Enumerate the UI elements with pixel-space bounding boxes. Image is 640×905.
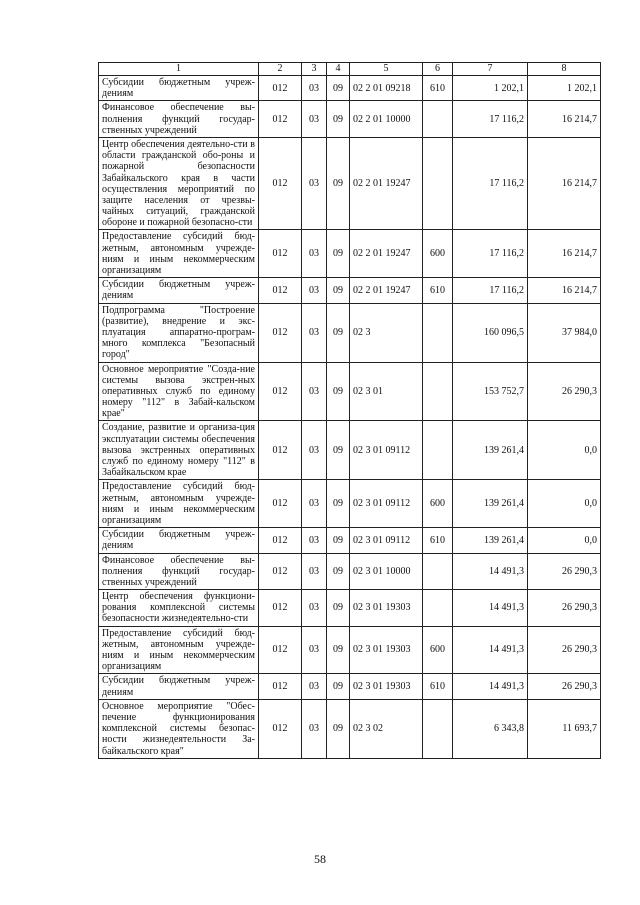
- expense-type-code: [423, 101, 453, 138]
- admin-code: 012: [259, 590, 302, 627]
- target-article-code: 02 3: [350, 303, 423, 362]
- row-description: Финансовое обеспечение вы-полнения функций государ-ственных учреждений: [99, 101, 259, 138]
- subsection-code: 09: [327, 553, 350, 590]
- row-description: Предоставление субсидий бюд-жетным, автономным учрежде-ниям и иным некоммерческим организациям: [99, 480, 259, 528]
- admin-code: 012: [259, 553, 302, 590]
- row-description: Субсидии бюджетным учреж-дениям: [99, 528, 259, 553]
- row-description: Предоставление субсидий бюд-жетным, автономным учрежде-ниям и иным некоммерческим организациям: [99, 230, 259, 278]
- expense-type-code: [423, 421, 453, 480]
- expense-type-code: [423, 303, 453, 362]
- table-row: [99, 421, 601, 480]
- target-article-code: 02 2 01 19247: [350, 278, 423, 303]
- subsection-code: 09: [327, 674, 350, 699]
- amount-year-2: 11 693,7: [528, 699, 601, 758]
- amount-year-2: 16 214,7: [528, 278, 601, 303]
- target-article-code: 02 3 01 19303: [350, 674, 423, 699]
- admin-code: 012: [259, 421, 302, 480]
- admin-code: 012: [259, 303, 302, 362]
- amount-year-2: 16 214,7: [528, 101, 601, 138]
- table-row: [99, 137, 601, 230]
- amount-year-1: 139 261,4: [453, 528, 528, 553]
- section-code: 03: [302, 553, 327, 590]
- admin-code: 012: [259, 137, 302, 230]
- row-description: Предоставление субсидий бюд-жетным, автономным учрежде-ниям и иным некоммерческим организациям: [99, 626, 259, 674]
- table-row: [99, 278, 601, 303]
- table-row: [99, 362, 601, 421]
- column-header: 2: [259, 63, 302, 76]
- amount-year-2: 1 202,1: [528, 76, 601, 101]
- target-article-code: 02 3 01 19303: [350, 590, 423, 627]
- admin-code: 012: [259, 76, 302, 101]
- section-code: 03: [302, 699, 327, 758]
- amount-year-2: 26 290,3: [528, 626, 601, 674]
- amount-year-2: 16 214,7: [528, 137, 601, 230]
- row-description: Субсидии бюджетным учреж-дениям: [99, 76, 259, 101]
- target-article-code: 02 2 01 10000: [350, 101, 423, 138]
- admin-code: 012: [259, 278, 302, 303]
- table-row: [99, 76, 601, 101]
- section-code: 03: [302, 101, 327, 138]
- subsection-code: 09: [327, 303, 350, 362]
- amount-year-1: 17 116,2: [453, 137, 528, 230]
- amount-year-1: 1 202,1: [453, 76, 528, 101]
- column-header: 7: [453, 63, 528, 76]
- table-row: [99, 480, 601, 528]
- row-description: Основное мероприятие "Обес-печение функционирования комплексной системы безопас-ности жизнедеятельности За-байкальского края": [99, 699, 259, 758]
- table-row: [99, 590, 601, 627]
- admin-code: 012: [259, 101, 302, 138]
- row-description: Финансовое обеспечение вы-полнения функций государ-ственных учреждений: [99, 553, 259, 590]
- section-code: 03: [302, 590, 327, 627]
- amount-year-1: 14 491,3: [453, 674, 528, 699]
- expense-type-code: 610: [423, 76, 453, 101]
- amount-year-2: 0,0: [528, 528, 601, 553]
- amount-year-1: 139 261,4: [453, 421, 528, 480]
- row-description: Центр обеспечения функциони-рования комплексной системы безопасности жизнедеятельно-сти: [99, 590, 259, 627]
- section-code: 03: [302, 480, 327, 528]
- amount-year-1: 17 116,2: [453, 230, 528, 278]
- target-article-code: 02 2 01 19247: [350, 137, 423, 230]
- subsection-code: 09: [327, 528, 350, 553]
- expense-type-code: [423, 553, 453, 590]
- expense-type-code: [423, 137, 453, 230]
- page-number: 58: [314, 852, 326, 866]
- section-code: 03: [302, 674, 327, 699]
- subsection-code: 09: [327, 626, 350, 674]
- row-description: Центр обеспечения деятельно-сти в области гражданской обо-роны и пожарной безопасности Забайкальского края в части осуществления мероприятий по защите населения от чрезвы-чайных ситуаций, гражданской обороне и пожарной безопасно-сти: [99, 137, 259, 230]
- amount-year-1: 6 343,8: [453, 699, 528, 758]
- target-article-code: 02 3 01 19303: [350, 626, 423, 674]
- expense-type-code: 600: [423, 480, 453, 528]
- column-header: 4: [327, 63, 350, 76]
- admin-code: 012: [259, 626, 302, 674]
- table-row: [99, 101, 601, 138]
- target-article-code: 02 2 01 09218: [350, 76, 423, 101]
- expense-type-code: [423, 699, 453, 758]
- subsection-code: 09: [327, 137, 350, 230]
- amount-year-2: 0,0: [528, 421, 601, 480]
- table-row: [99, 674, 601, 699]
- section-code: 03: [302, 626, 327, 674]
- table-row: [99, 230, 601, 278]
- amount-year-2: 16 214,7: [528, 230, 601, 278]
- section-code: 03: [302, 303, 327, 362]
- amount-year-2: 37 984,0: [528, 303, 601, 362]
- amount-year-2: 26 290,3: [528, 674, 601, 699]
- amount-year-1: 17 116,2: [453, 278, 528, 303]
- row-description: Субсидии бюджетным учреж-дениям: [99, 674, 259, 699]
- table-row: [99, 303, 601, 362]
- amount-year-1: 14 491,3: [453, 590, 528, 627]
- table-row: [99, 553, 601, 590]
- target-article-code: 02 2 01 19247: [350, 230, 423, 278]
- row-description: Создание, развитие и организа-ция эксплуатации системы обеспечения вызова экстренных оперативных служб по единому номеру "112" в Забайкальском крае: [99, 421, 259, 480]
- subsection-code: 09: [327, 278, 350, 303]
- admin-code: 012: [259, 362, 302, 421]
- column-header: 5: [350, 63, 423, 76]
- amount-year-1: 139 261,4: [453, 480, 528, 528]
- target-article-code: 02 3 02: [350, 699, 423, 758]
- expense-type-code: 610: [423, 278, 453, 303]
- section-code: 03: [302, 528, 327, 553]
- amount-year-1: 14 491,3: [453, 626, 528, 674]
- expense-type-code: [423, 590, 453, 627]
- subsection-code: 09: [327, 421, 350, 480]
- admin-code: 012: [259, 480, 302, 528]
- row-description: Подпрограмма "Построение (развитие), внедрение и экс-плуатация аппаратно-програм-много комплекса "Безопасный город": [99, 303, 259, 362]
- subsection-code: 09: [327, 230, 350, 278]
- amount-year-1: 153 752,7: [453, 362, 528, 421]
- subsection-code: 09: [327, 699, 350, 758]
- admin-code: 012: [259, 230, 302, 278]
- table-header-row: [99, 63, 601, 76]
- section-code: 03: [302, 76, 327, 101]
- table-row: [99, 626, 601, 674]
- column-header: 3: [302, 63, 327, 76]
- column-header: 8: [528, 63, 601, 76]
- admin-code: 012: [259, 674, 302, 699]
- column-header: 6: [423, 63, 453, 76]
- table-body: [99, 76, 601, 759]
- section-code: 03: [302, 278, 327, 303]
- target-article-code: 02 3 01: [350, 362, 423, 421]
- amount-year-2: 26 290,3: [528, 553, 601, 590]
- section-code: 03: [302, 137, 327, 230]
- amount-year-2: 26 290,3: [528, 590, 601, 627]
- subsection-code: 09: [327, 480, 350, 528]
- expense-type-code: 600: [423, 230, 453, 278]
- amount-year-1: 160 096,5: [453, 303, 528, 362]
- amount-year-2: 0,0: [528, 480, 601, 528]
- table-row: [99, 699, 601, 758]
- budget-table: [98, 62, 601, 759]
- target-article-code: 02 3 01 09112: [350, 528, 423, 553]
- target-article-code: 02 3 01 09112: [350, 480, 423, 528]
- section-code: 03: [302, 421, 327, 480]
- amount-year-1: 14 491,3: [453, 553, 528, 590]
- subsection-code: 09: [327, 590, 350, 627]
- expense-type-code: 610: [423, 674, 453, 699]
- column-header: 1: [99, 63, 259, 76]
- row-description: Основное мероприятие "Созда-ние системы вызова экстрен-ных оперативных служб по единому номеру "112" в Забай-кальском крае": [99, 362, 259, 421]
- subsection-code: 09: [327, 101, 350, 138]
- expense-type-code: [423, 362, 453, 421]
- amount-year-1: 17 116,2: [453, 101, 528, 138]
- subsection-code: 09: [327, 76, 350, 101]
- row-description: Субсидии бюджетным учреж-дениям: [99, 278, 259, 303]
- expense-type-code: 610: [423, 528, 453, 553]
- subsection-code: 09: [327, 362, 350, 421]
- amount-year-2: 26 290,3: [528, 362, 601, 421]
- target-article-code: 02 3 01 10000: [350, 553, 423, 590]
- table-row: [99, 528, 601, 553]
- expense-type-code: 600: [423, 626, 453, 674]
- section-code: 03: [302, 230, 327, 278]
- admin-code: 012: [259, 699, 302, 758]
- target-article-code: 02 3 01 09112: [350, 421, 423, 480]
- section-code: 03: [302, 362, 327, 421]
- admin-code: 012: [259, 528, 302, 553]
